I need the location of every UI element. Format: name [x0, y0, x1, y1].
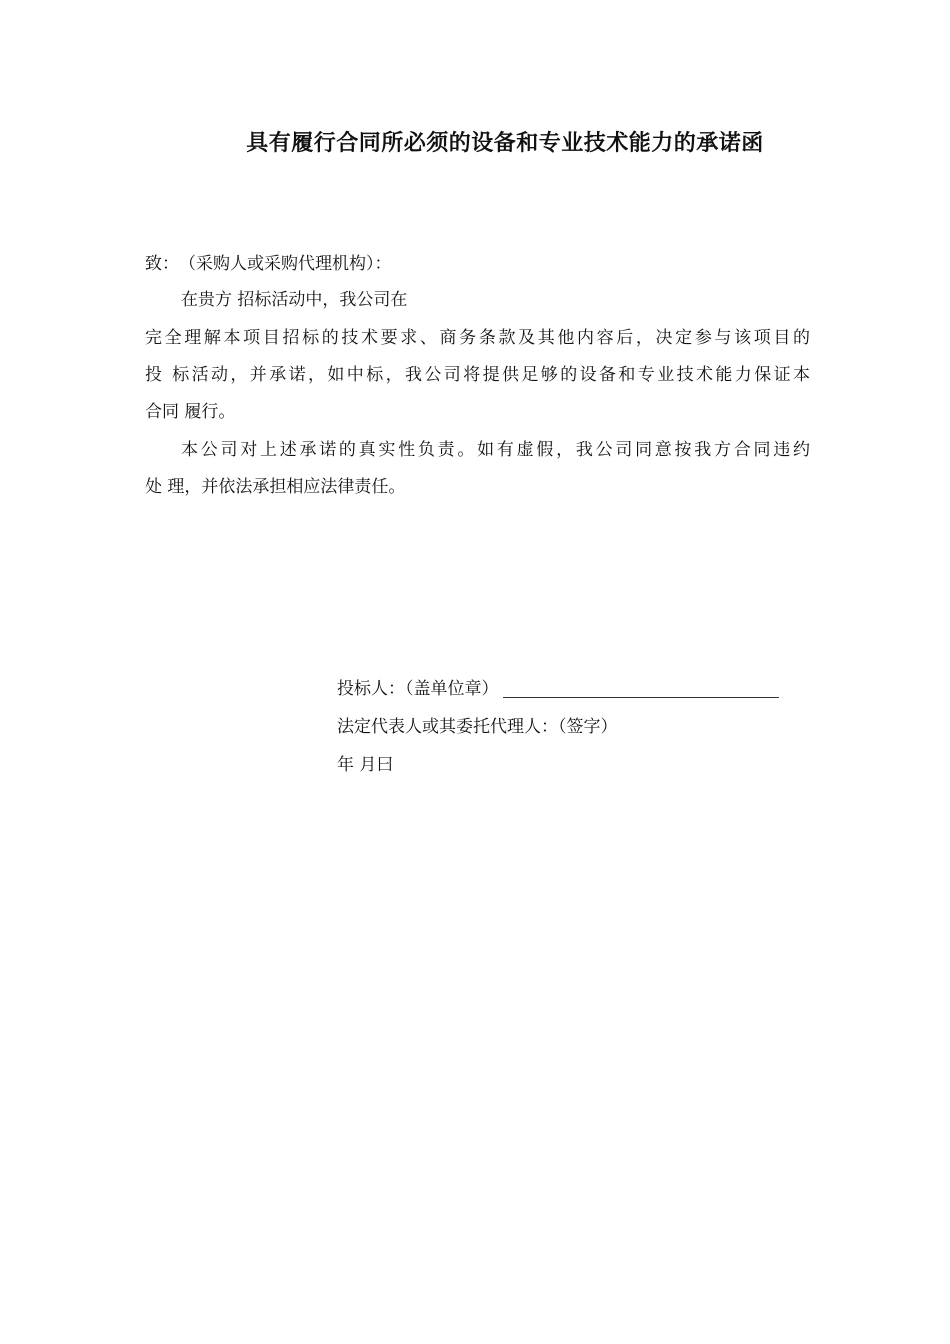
- paragraph-1-line-3: 投 标活动，并承诺，如中标，我公司将提供足够的设备和专业技术能力保证本: [145, 365, 810, 385]
- page-title: 具有履行合同所必须的设备和专业技术能力的承诺函: [246, 130, 764, 156]
- bidder-signature-underline[interactable]: [503, 675, 779, 698]
- representative-line: 法定代表人或其委托代理人：（签字）: [337, 717, 618, 737]
- letter-body: [145, 247, 810, 517]
- signature-block: [337, 670, 779, 784]
- bidder-line: [337, 670, 779, 708]
- paragraph-2-line-1: 本公司对上述承诺的真实性负责。如有虚假，我公司同意按我方合同违约: [181, 440, 810, 460]
- salutation: 致： （采购人或采购代理机构）：: [145, 254, 392, 274]
- paragraph-2-line-2: 处 理，并依法承担相应法律责任。: [145, 477, 406, 497]
- paragraph-1-line-2: 完全理解本项目招标的技术要求、商务条款及其他内容后，决定参与该项目的: [145, 328, 810, 348]
- bidder-label: 投标人：（盖单位章）: [337, 679, 499, 699]
- paragraph-1-line-1: 在贵方 招标活动中，我公司在: [181, 290, 408, 310]
- paragraph-1-line-4: 合同 履行。: [145, 402, 236, 422]
- date-line: 年 月曰: [337, 755, 394, 775]
